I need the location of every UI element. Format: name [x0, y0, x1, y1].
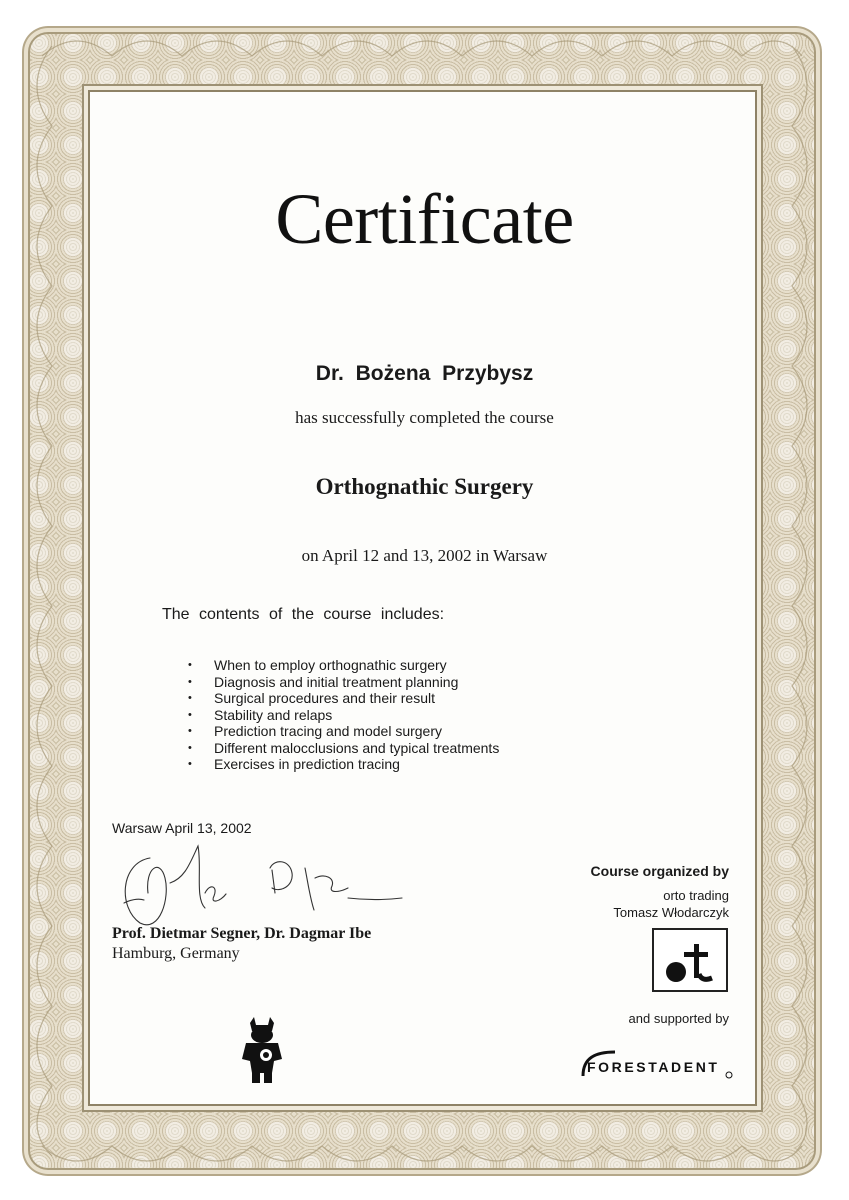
handwritten-signatures — [110, 838, 410, 928]
contents-heading: The contents of the course includes: — [162, 606, 445, 623]
bullet-icon: • — [188, 758, 192, 770]
bullet-icon: • — [188, 741, 192, 754]
signing-place-date: Warsaw April 13, 2002 — [112, 820, 252, 836]
organizer-company: orto trading — [663, 888, 729, 903]
forestadent-logo — [575, 1048, 735, 1080]
list-item: • Stability and relaps — [188, 706, 333, 723]
recipient-name: Dr. Bożena Przybysz — [315, 362, 534, 385]
course-dates: on April 12 and 13, 2002 in Warsaw — [301, 546, 548, 565]
bullet-icon: • — [188, 725, 192, 737]
contents-list — [188, 657, 499, 773]
ot-logo-icon — [654, 930, 726, 990]
organizer-block — [591, 863, 729, 921]
list-item: • Surgical procedures and their result — [188, 690, 436, 706]
course-name: Orthognathic Surgery — [315, 474, 534, 499]
list-item: • Diagnosis and initial treatment planning — [188, 673, 459, 690]
bullet-icon: • — [188, 659, 192, 671]
supported-by-text: and supported by — [628, 1011, 729, 1026]
signers-location: Hamburg, Germany — [112, 945, 240, 962]
list-item: • When to employ orthognathic surgery — [188, 657, 447, 673]
completion-text: has successfully completed the course — [295, 408, 554, 427]
bullet-icon: • — [188, 675, 192, 688]
orto-trading-logo — [652, 928, 728, 992]
list-item: • Different malocclusions and typical treatments — [188, 739, 500, 756]
organizer-heading: Course organized by — [590, 863, 729, 879]
organizer-person: Tomasz Włodarczyk — [613, 905, 729, 920]
sponsor-name: FORESTADENT — [587, 1059, 720, 1075]
mascot-logo-icon — [238, 1015, 286, 1085]
list-item: • Prediction tracing and model surgery — [188, 723, 443, 739]
bullet-icon: • — [188, 708, 192, 721]
list-item: • Exercises in prediction tracing — [188, 756, 400, 772]
signers-names: Prof. Dietmar Segner, Dr. Dagmar Ibe — [112, 925, 372, 942]
bullet-icon: • — [188, 692, 192, 704]
certificate-title: Certificate — [275, 179, 574, 259]
